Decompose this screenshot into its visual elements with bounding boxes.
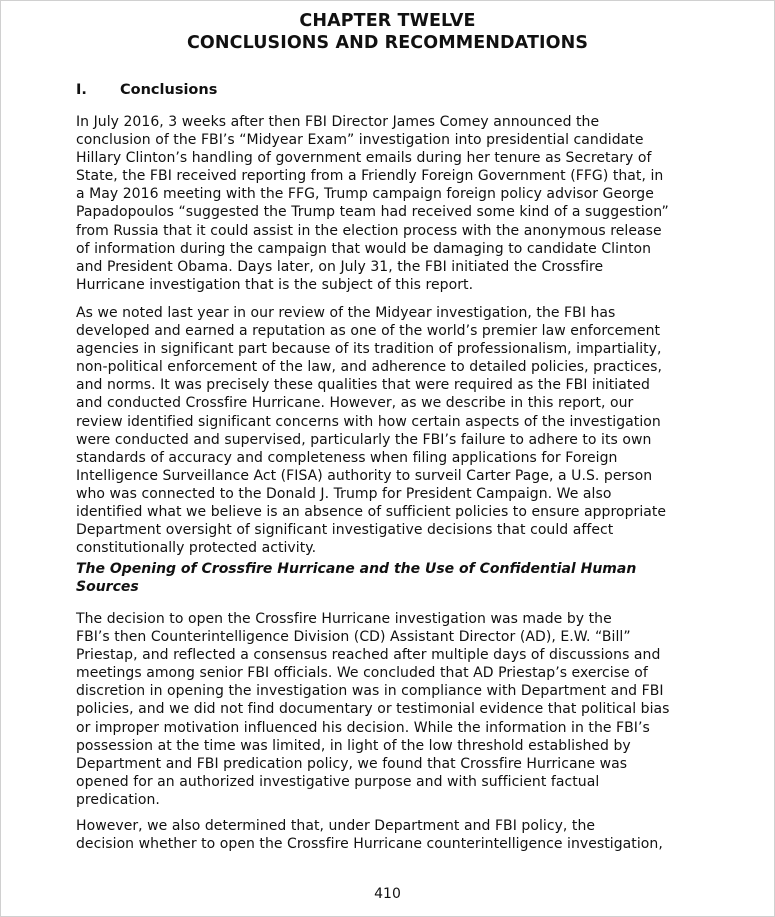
section-heading xyxy=(76,81,217,99)
subheading: The Opening of Crossfire Hurricane and the Use of Confidential Human Sources xyxy=(76,561,637,596)
chapter-title xyxy=(0,10,775,54)
section-title: Conclusions xyxy=(120,82,218,98)
chapter-number: CHAPTER TWELVE xyxy=(299,11,476,31)
chapter-name: CONCLUSIONS AND RECOMMENDATIONS xyxy=(186,33,589,53)
page-number: 410 xyxy=(374,886,401,902)
paragraph-4: However, we also determined that, under Department and FBI policy, the decision whether to open the Crossfire Hurricane counterintelligence investigation, xyxy=(76,818,663,853)
paragraph-3: The decision to open the Crossfire Hurricane investigation was made by the FBI’s then Counterintelligence Division (CD) Assistant Director (AD), E.W. “Bill” Priestap, and reflected a consensus reached after multiple days of discussions and meetings among senior FBI officials. We concluded that AD Priestap’s exercise of discretion in opening the investigation was in compliance with Department and FBI policies, and we did not find documentary or testimonial evidence that political bias or improper motivation influenced his decision. While the information in the FBI’s possession at the time was limited, in light of the low threshold established by Department and FBI predication policy, we found that Crossfire Hurricane was opened for an authorized investigative purpose and with sufficient factual predication. xyxy=(76,611,670,808)
paragraph-1: In July 2016, 3 weeks after then FBI Director James Comey announced the conclusion of the FBI’s “Midyear Exam” investigation into presidential candidate Hillary Clinton’s handling of government emails during her tenure as Secretary of State, the FBI received reporting from a Friendly Foreign Government (FFG) that, in a May 2016 meeting with the FFG, Trump campaign foreign policy advisor George Papadopoulos “suggested the Trump team had received some kind of a suggestion” from Russia that it could assist in the election process with the anonymous release of information during the campaign that would be damaging to candidate Clinton and President Obama. Days later, on July 31, the FBI initiated the Crossfire Hurricane investigation that is the subject of this report. xyxy=(76,114,669,293)
paragraph-2: As we noted last year in our review of the Midyear investigation, the FBI has developed and earned a reputation as one of the world’s premier law enforcement agencies in significant part because of its tradition of professionalism, impartiality, non-political enforcement of the law, and adherence to detailed policies, practices, and norms. It was precisely these qualities that were required as the FBI initiated and conducted Crossfire Hurricane. However, as we describe in this report, our review identified significant concerns with how certain aspects of the investigation were conducted and supervised, particularly the FBI’s failure to adhere to its own standards of accuracy and completeness when filing applications for Foreign Intelligence Surveillance Act (FISA) authority to surveil Carter Page, a U.S. person who was connected to the Donald J. Trump for President Campaign. We also identified what we believe is an absence of sufficient policies to ensure appropriate Department oversight of significant investigative decisions that could affect constitutionally protected activity. xyxy=(76,305,667,557)
section-number: I. xyxy=(76,82,87,98)
